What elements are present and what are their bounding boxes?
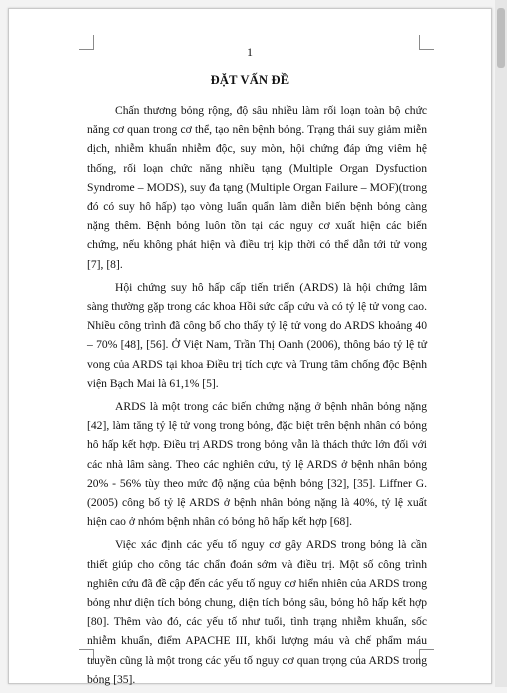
- document-page: [8, 8, 492, 684]
- page-title: ĐẶT VẤN ĐỀ: [210, 73, 290, 87]
- page-number: 1: [247, 45, 253, 59]
- document-body: [87, 101, 427, 693]
- paragraph-1: Chấn thương bỏng rộng, độ sâu nhiều làm rối loạn toàn bộ chức năng cơ quan trong cơ thể, tạo nên bệnh bỏng. Trạng thái suy giảm miễn dịch, nhiễm khuẩn nhiễm độc, suy mòn, hội chứng đáp ứng viêm hệ thống, rối loạn chức năng nhiều tạng (Multiple Organ Dysfuction Syndrome – MODS), suy đa tạng (Multiple Organ Failure – MOF)(trong đó có suy hô hấp) tạo vòng luẩn quẩn làm diễn biến bệnh bỏng càng nặng thêm. Bệnh bỏng luôn tồn tại các nguy cơ xuất hiện các biến chứng, nếu không phát hiện và điều trị kịp thời có thể dẫn tới tử vong [7], [8].: [87, 104, 427, 271]
- paragraph-4: Việc xác định các yếu tố nguy cơ gây ARDS trong bỏng là cần thiết giúp cho công tác chẩn đoán sớm và điều trị. Một số công trình nghiên cứu đã đề cập đến các yếu tố nguy cơ hiển nhiên của ARDS trong bỏng như diện tích bỏng chung, diện tích bỏng sâu, bỏng hô hấp kết hợp [80]. Thêm vào đó, các yếu tố như tuổi, tình trạng nhiễm khuẩn, sốc nhiễm khuẩn, điểm APACHE III, khối lượng máu và chế phẩm máu truyền cũng là một trong các yếu tố nguy cơ quan trọng của ARDS trong bỏng [35].: [87, 538, 427, 686]
- vertical-scrollbar[interactable]: [495, 0, 507, 687]
- paragraph-3: ARDS là một trong các biến chứng nặng ở bệnh nhân bỏng nặng [42], làm tăng tỷ lệ tử vong trong bỏng, đặc biệt trên bệnh nhân có bỏng hô hấp kết hợp. Điều trị ARDS trong bỏng vẫn là thách thức lớn đối với các nhà lâm sàng. Theo các nghiên cứu, tỷ lệ ARDS ở bệnh nhân bỏng 20% - 56% tùy theo mức độ nặng của bệnh bỏng [32], [35]. Liffner G. (2005) công bố tỷ lệ ARDS ở bệnh nhân bỏng nặng là 40%, tỷ lệ xuất hiện cao ở nhóm bệnh nhân có bỏng hô hấp kết hợp [68].: [87, 400, 427, 529]
- paragraph-2: Hội chứng suy hô hấp cấp tiến triển (ARDS) là hội chứng lâm sàng thường gặp trong các khoa Hồi sức cấp cứu và có tỷ lệ tử vong cao. Nhiều công trình đã công bố cho thấy tỷ lệ tử vong do ARDS khoảng 40 – 70% [48], [56]. Ở Việt Nam, Trần Thị Oanh (2006), thông báo tỷ lệ tử vong của ARDS tại khoa Điều trị tích cực và Trung tâm chống độc Bệnh viện Bạch Mai là 61,1% [5].: [87, 280, 427, 390]
- scrollbar-thumb[interactable]: [497, 8, 505, 68]
